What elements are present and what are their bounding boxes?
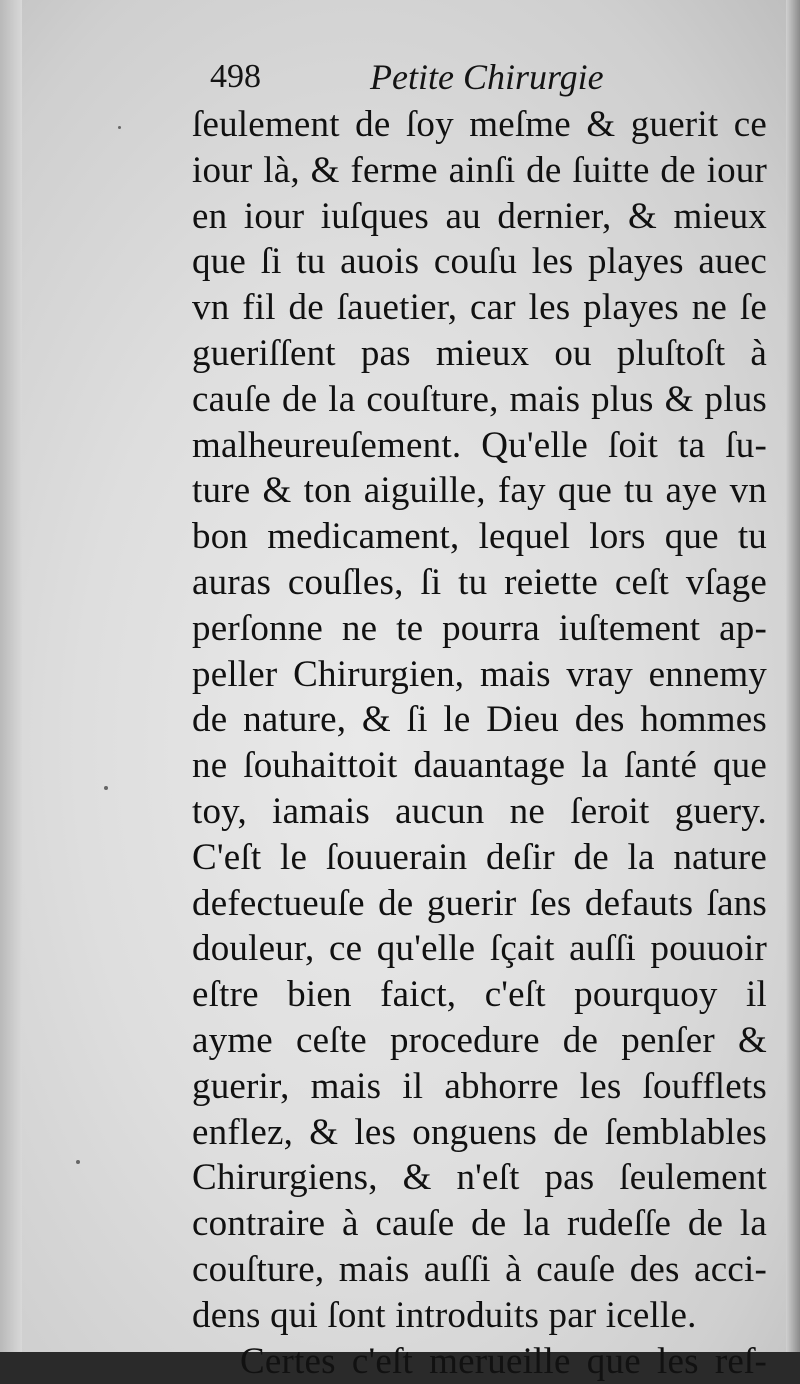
page-number: 498 bbox=[210, 58, 261, 95]
page-left-edge-shadow bbox=[0, 0, 22, 1352]
text-line: Chirurgiens, & n'eſt pas ſeulement bbox=[192, 1157, 767, 1199]
text-line-paragraph-start: Certes c'eſt merueille que les reſ- bbox=[240, 1340, 767, 1382]
text-line: C'eſt le ſouuerain deſir de la nature bbox=[192, 836, 767, 878]
text-line: defectueuſe de guerir ſes defauts ſans bbox=[192, 882, 767, 924]
text-line: douleur, ce qu'elle ſçait auſſi pouuoir bbox=[192, 928, 767, 970]
text-line: couſture, mais auſſi à cauſe des acci- bbox=[192, 1248, 767, 1290]
page-header bbox=[200, 52, 760, 104]
text-line: malheureuſement. Qu'elle ſoit ta ſu- bbox=[192, 424, 767, 466]
text-line: de nature, & ſi le Dieu des hommes bbox=[192, 699, 767, 741]
text-line: ture & ton aiguille, fay que tu aye vn bbox=[192, 470, 767, 512]
text-line: enflez, & les onguens de ſemblables bbox=[192, 1111, 767, 1153]
paper-speck bbox=[118, 126, 121, 129]
text-line: vn fil de ſauetier, car les playes ne ſe bbox=[192, 287, 767, 329]
text-line: en iour iuſques au dernier, & mieux bbox=[192, 195, 767, 237]
text-line: contraire à cauſe de la rudeſſe de la bbox=[192, 1203, 767, 1245]
paper-speck bbox=[104, 786, 108, 790]
text-line: toy, iamais aucun ne ſeroit guery. bbox=[192, 790, 767, 832]
text-line: peller Chirurgien, mais vray ennemy bbox=[192, 653, 767, 695]
page-right-edge-shadow bbox=[786, 0, 800, 1352]
text-line: guerir, mais il abhorre les ſoufflets bbox=[192, 1065, 767, 1107]
running-title: Petite Chirurgie bbox=[370, 57, 604, 97]
text-line: iour là, & ferme ainſi de ſuitte de iour bbox=[192, 149, 767, 191]
text-line: ſeulement de ſoy meſme & guerit ce bbox=[192, 104, 767, 145]
paper-speck bbox=[76, 1160, 80, 1164]
text-line: gueriſſent pas mieux ou pluſtoſt à bbox=[192, 332, 767, 374]
text-line: que ſi tu auois couſu les playes auec bbox=[192, 241, 767, 283]
text-line: bon medicament, lequel lors que tu bbox=[192, 516, 767, 558]
text-line: eſtre bien faict, c'eſt pourquoy il bbox=[192, 974, 767, 1016]
body-text bbox=[192, 102, 767, 1384]
text-line: ayme ceſte procedure de penſer & bbox=[192, 1019, 767, 1061]
text-line: ne ſouhaittoit dauantage la ſanté que bbox=[192, 745, 767, 787]
text-line: cauſe de la couſture, mais plus & plus bbox=[192, 378, 767, 420]
text-line: perſonne ne te pourra iuſtement ap- bbox=[192, 607, 767, 649]
text-line: auras couſles, ſi tu reiette ceſt vſage bbox=[192, 561, 767, 603]
text-line-paragraph-end: dens qui ſont introduits par icelle. bbox=[192, 1294, 697, 1336]
